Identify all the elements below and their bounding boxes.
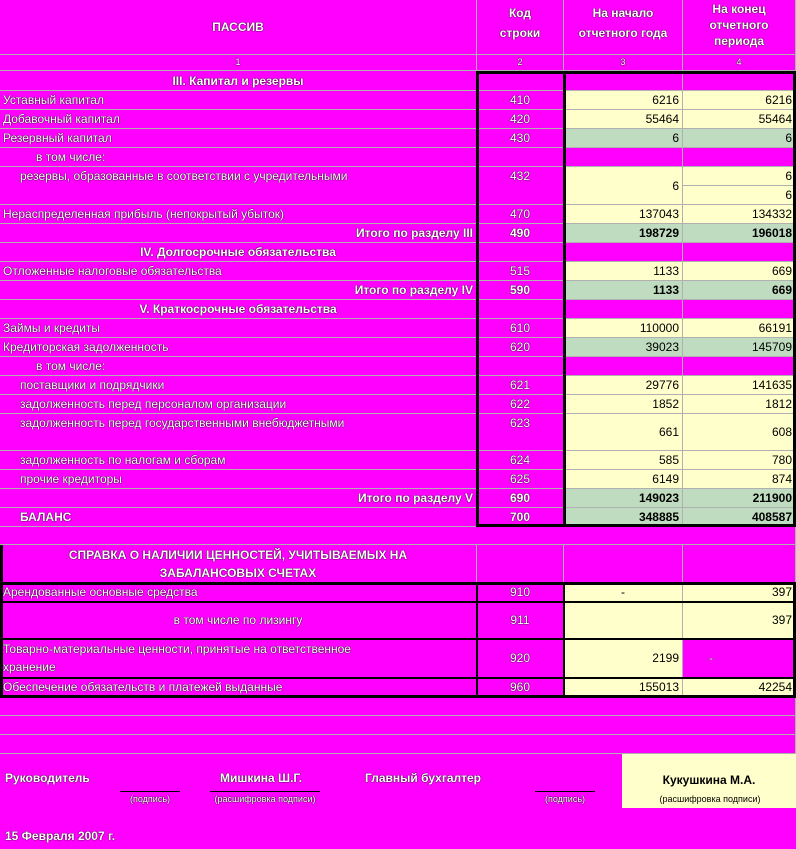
section-5-title: V. Краткосрочные обязательства (0, 300, 477, 319)
row-label: Уставный капитал (0, 91, 477, 110)
section-3-start (564, 72, 683, 91)
chief-sign-hint: (подпись) (544, 794, 586, 804)
empty-row (0, 697, 796, 716)
offbalance-title-line2: ЗАБАЛАНСОВЫХ СЧЕТАХ (159, 566, 317, 580)
row-label: поставщики и подрядчики (0, 376, 477, 395)
total-label: Итого по разделу V (0, 489, 477, 508)
col-num-1: 1 (0, 55, 477, 71)
row-end-value: 1812 (683, 395, 796, 414)
border-offbalance-left (0, 582, 3, 698)
row-label: Резервный капитал (0, 129, 477, 148)
row-end-value (683, 148, 796, 167)
offbalance-title-code (477, 545, 564, 583)
offbalance-row-end: 397 (683, 583, 796, 602)
row-end-value: 6216 (683, 91, 796, 110)
row-code: 470 (477, 205, 564, 224)
head-decode-line (210, 791, 320, 792)
row-start-value (564, 357, 683, 376)
offbalance-title (0, 545, 477, 583)
offbalance-row-start: - (564, 583, 683, 602)
row-label: прочие кредиторы (0, 470, 477, 489)
row-label: Нераспределенная прибыль (непокрытый убыток) (0, 205, 477, 224)
row-code: 420 (477, 110, 564, 129)
row-code (477, 148, 564, 167)
row-start-value: 6216 (564, 91, 683, 110)
border-top-block (476, 71, 796, 74)
offbalance-row-code: 911 (477, 602, 564, 639)
row-label: задолженность перед государственными внебюджетными (0, 414, 477, 451)
row-start-value: 110000 (564, 319, 683, 338)
row-start-value: 6149 (564, 470, 683, 489)
header-code (477, 0, 564, 55)
header-start (564, 0, 683, 55)
head-name: Мишкина Ш.Г. (220, 771, 303, 785)
border-offbalance-bottom (0, 695, 796, 698)
header-passive: ПАССИВ (0, 0, 477, 55)
row-end-value: 141635 (683, 376, 796, 395)
border-mid-code (563, 71, 566, 527)
row-end-value: 874 (683, 470, 796, 489)
row-label: задолженность по налогам и сборам (0, 451, 477, 470)
report-date: 15 Февраля 2007 г. (5, 829, 116, 843)
offbalance-row-label: Обеспечение обязательств и платежей выданные (0, 678, 477, 697)
header-end-line3: периода (713, 34, 765, 48)
total-end-value: 669 (683, 281, 796, 300)
offbalance-row-start: 2199 (564, 639, 683, 678)
row-end-value (683, 357, 796, 376)
header-code-line1: Код (508, 6, 532, 20)
head-label: Руководитель (5, 771, 90, 785)
row-end-value: 6 (683, 129, 796, 148)
border-left-block (476, 71, 479, 527)
total-label: Итого по разделу IV (0, 281, 477, 300)
total-code: 590 (477, 281, 564, 300)
section-4-start (564, 243, 683, 262)
header-end (683, 0, 796, 55)
chief-name: Кукушкина М.А. (662, 773, 756, 787)
chief-decode-hint: (расшифровка подписи) (659, 794, 761, 804)
header-start-line1: На начало (592, 6, 654, 20)
border-offbalance-top (0, 582, 796, 585)
section-3-code (477, 72, 564, 91)
offbalance-row-end: - (683, 639, 796, 678)
section-3-end (683, 72, 796, 91)
section-5-code (477, 300, 564, 319)
section-5-start (564, 300, 683, 319)
offbalance-row-end: 42254 (683, 678, 796, 697)
row-label: задолженность перед персоналом организации (0, 395, 477, 414)
offbalance-row-label (0, 639, 477, 678)
section-4-title: IV. Долгосрочные обязательства (0, 243, 477, 262)
row-end-value: 66191 (683, 319, 796, 338)
offbalance-title-start (564, 545, 683, 583)
total-start-value: 149023 (564, 489, 683, 508)
section-5-end (683, 300, 796, 319)
section-4-code (477, 243, 564, 262)
row-end-value: 134332 (683, 205, 796, 224)
head-sign-line (120, 791, 180, 792)
section-3-title: III. Капитал и резервы (0, 72, 477, 91)
offbalance-row-label: в том числе по лизингу (0, 602, 477, 639)
border-title-left (0, 545, 3, 585)
border-offbalance-row2 (0, 638, 796, 640)
offbalance-row-code: 920 (477, 639, 564, 678)
border-offbalance-row3 (0, 677, 796, 679)
offbalance-row-start (564, 602, 683, 639)
offbalance-row-code: 960 (477, 678, 564, 697)
total-code: 690 (477, 489, 564, 508)
offbalance-title-line1: СПРАВКА О НАЛИЧИИ ЦЕННОСТЕЙ, УЧИТЫВАЕМЫХ НА (68, 548, 408, 562)
row-end-value: 608 (683, 414, 796, 451)
row-end-value: 669 (683, 262, 796, 281)
row-label: Добавочный капитал (0, 110, 477, 129)
row-code: 624 (477, 451, 564, 470)
empty-row (0, 735, 796, 754)
total-end-value: 196018 (683, 224, 796, 243)
header-start-line2: отчетного года (578, 26, 668, 40)
row-start-value: 585 (564, 451, 683, 470)
row-start-value: 6 (564, 167, 683, 205)
border-offbalance-row1 (0, 601, 796, 603)
row-start-value: 1852 (564, 395, 683, 414)
row-code: 623 (477, 414, 564, 451)
total-start-value: 198729 (564, 224, 683, 243)
row-start-value: 6 (564, 129, 683, 148)
col-num-3: 3 (564, 55, 683, 71)
footer-spacer (0, 808, 796, 828)
total-start-value: 1133 (564, 281, 683, 300)
head-sign-hint: (подпись) (129, 794, 171, 804)
row-code: 432 (477, 167, 564, 205)
row-end-value: 6 (683, 167, 796, 186)
border-bottom-block (476, 524, 796, 527)
row-label: резервы, образованные в соответствии с учредительными (0, 167, 477, 205)
row-start-value: 661 (564, 414, 683, 451)
offbalance-row-end: 397 (683, 602, 796, 639)
row-code (477, 357, 564, 376)
section-4-end (683, 243, 796, 262)
total-label: Итого по разделу III (0, 224, 477, 243)
row-code: 410 (477, 91, 564, 110)
balance-end-value: 408587 (683, 508, 796, 527)
row-code: 430 (477, 129, 564, 148)
col-num-4: 4 (683, 55, 796, 71)
header-code-line2: строки (499, 26, 541, 40)
spacer-row (0, 527, 796, 545)
row-label: в том числе: (0, 357, 477, 376)
row-label: в том числе: (0, 148, 477, 167)
row-code: 620 (477, 338, 564, 357)
chief-label: Главный бухгалтер (365, 771, 482, 785)
offbalance-row-label-line1: Товарно-материальные ценности, принятые на ответственное (3, 642, 351, 656)
offbalance-row-label-line2: хранение (3, 660, 56, 674)
total-code: 490 (477, 224, 564, 243)
row-code: 515 (477, 262, 564, 281)
row-code: 621 (477, 376, 564, 395)
col-num-2: 2 (477, 55, 564, 71)
row-end-value: 780 (683, 451, 796, 470)
header-end-line1: На конец (712, 2, 766, 16)
row-code: 610 (477, 319, 564, 338)
row-end-value-2: 6 (683, 186, 796, 205)
empty-row (0, 716, 796, 735)
offbalance-row-code: 910 (477, 583, 564, 602)
header-end-line2: отчетного (709, 18, 769, 32)
row-label: Кредиторская задолженность (0, 338, 477, 357)
row-start-value: 39023 (564, 338, 683, 357)
offbalance-row-start: 155013 (564, 678, 683, 697)
row-end-value: 145709 (683, 338, 796, 357)
offbalance-title-end (683, 545, 796, 583)
head-decode-hint: (расшифровка подписи) (214, 794, 316, 804)
empty-row (0, 754, 622, 770)
row-start-value: 29776 (564, 376, 683, 395)
row-label: Займы и кредиты (0, 319, 477, 338)
border-offbalance-code-l (476, 582, 478, 698)
row-code: 625 (477, 470, 564, 489)
row-start-value: 137043 (564, 205, 683, 224)
row-start-value (564, 148, 683, 167)
balance-label: БАЛАНС (0, 508, 477, 527)
chief-sign-line (535, 791, 595, 792)
balance-start-value: 348885 (564, 508, 683, 527)
offbalance-row-label: Арендованные основные средства (0, 583, 477, 602)
row-end-value: 55464 (683, 110, 796, 129)
row-start-value: 1133 (564, 262, 683, 281)
balance-code: 700 (477, 508, 564, 527)
row-label: Отложенные налоговые обязательства (0, 262, 477, 281)
row-start-value: 55464 (564, 110, 683, 129)
total-end-value: 211900 (683, 489, 796, 508)
row-code: 622 (477, 395, 564, 414)
border-offbalance-code-r (563, 582, 565, 698)
